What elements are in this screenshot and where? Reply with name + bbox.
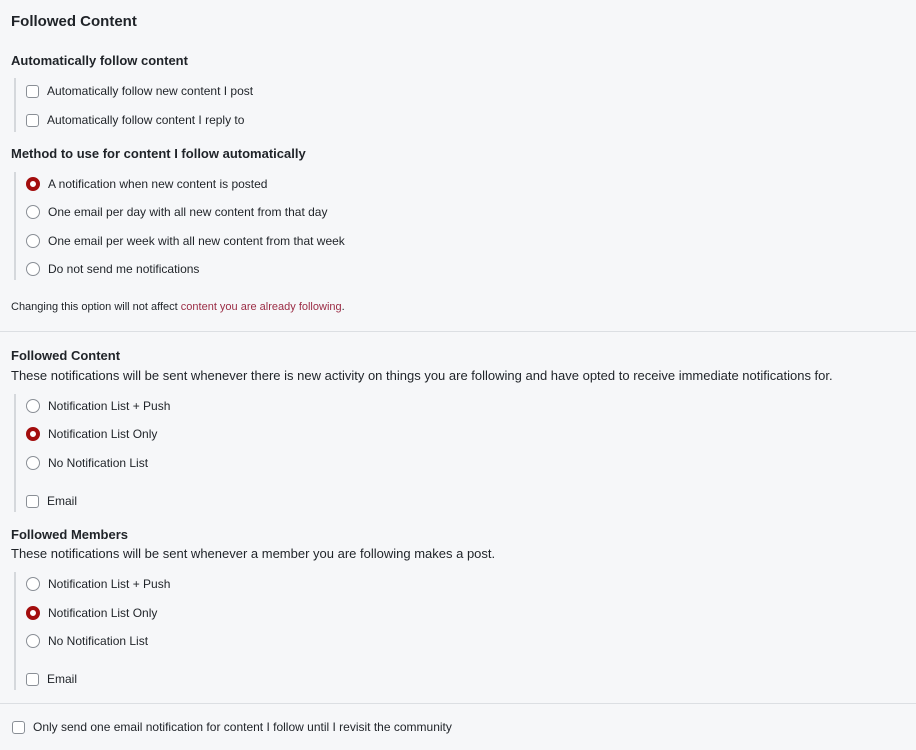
page-title: Followed Content [11,13,137,30]
radio[interactable] [26,177,40,191]
label: One email per week with all new content from that week [48,234,345,248]
method-note [11,301,345,313]
followed-members-desc: These notifications will be sent whenever a member you are following makes a post. [11,546,496,561]
note-text: Changing this option will not affect [11,301,181,313]
label: Automatically follow content I reply to [47,113,245,127]
single-email-checkbox[interactable] [12,718,452,736]
checkbox[interactable] [12,721,25,734]
group-line [14,172,16,280]
label: Automatically follow new content I post [47,84,254,98]
divider [0,331,916,332]
label: No Notification List [48,634,149,648]
label: No Notification List [48,456,149,470]
followed-content-desc: These notifications will be sent whenever there is new activity on things you are following and have opted to receive immediate notifications for. [11,368,833,383]
followed-content-heading: Followed Content [11,348,121,363]
radio[interactable] [26,456,40,470]
auto-follow-reply-checkbox[interactable] [26,111,244,129]
label: Email [47,494,78,508]
label: Notification List + Push [48,577,171,591]
radio[interactable] [26,262,40,276]
method-radio-daily[interactable] [26,203,327,221]
radio[interactable] [26,205,40,219]
method-radio-none[interactable] [26,260,199,278]
followed-members-heading: Followed Members [11,527,129,542]
members-radio-no-list[interactable] [26,632,148,650]
content-radio-list-only[interactable] [26,425,157,443]
method-heading: Method to use for content I follow automatically [11,146,306,161]
label: Notification List + Push [48,399,171,413]
auto-follow-post-checkbox[interactable] [26,82,253,100]
auto-follow-heading: Automatically follow content [11,53,188,68]
checkbox[interactable] [26,114,39,127]
radio[interactable] [26,234,40,248]
radio[interactable] [26,399,40,413]
group-line [14,394,16,512]
already-following-link[interactable]: content you are already following [180,301,342,313]
label: Notification List Only [48,427,158,441]
note-end: . [341,301,345,313]
method-radio-notification[interactable] [26,175,267,193]
label: Notification List Only [48,606,158,620]
divider [0,703,916,704]
members-radio-list-push[interactable] [26,575,170,593]
group-line [14,572,16,690]
radio[interactable] [26,427,40,441]
radio[interactable] [26,606,40,620]
content-radio-list-push[interactable] [26,397,170,415]
members-email-checkbox[interactable] [26,670,77,688]
members-radio-list-only[interactable] [26,604,157,622]
group-line [14,78,16,132]
label: Do not send me notifications [48,262,200,276]
label: One email per day with all new content from that day [48,205,328,219]
label: Email [47,672,78,686]
content-email-checkbox[interactable] [26,492,77,510]
checkbox[interactable] [26,495,39,508]
label: Only send one email notification for content I follow until I revisit the community [33,720,452,734]
content-radio-no-list[interactable] [26,454,148,472]
checkbox[interactable] [26,673,39,686]
radio[interactable] [26,634,40,648]
method-radio-weekly[interactable] [26,232,345,250]
radio[interactable] [26,577,40,591]
checkbox[interactable] [26,85,39,98]
label: A notification when new content is posted [48,177,268,191]
